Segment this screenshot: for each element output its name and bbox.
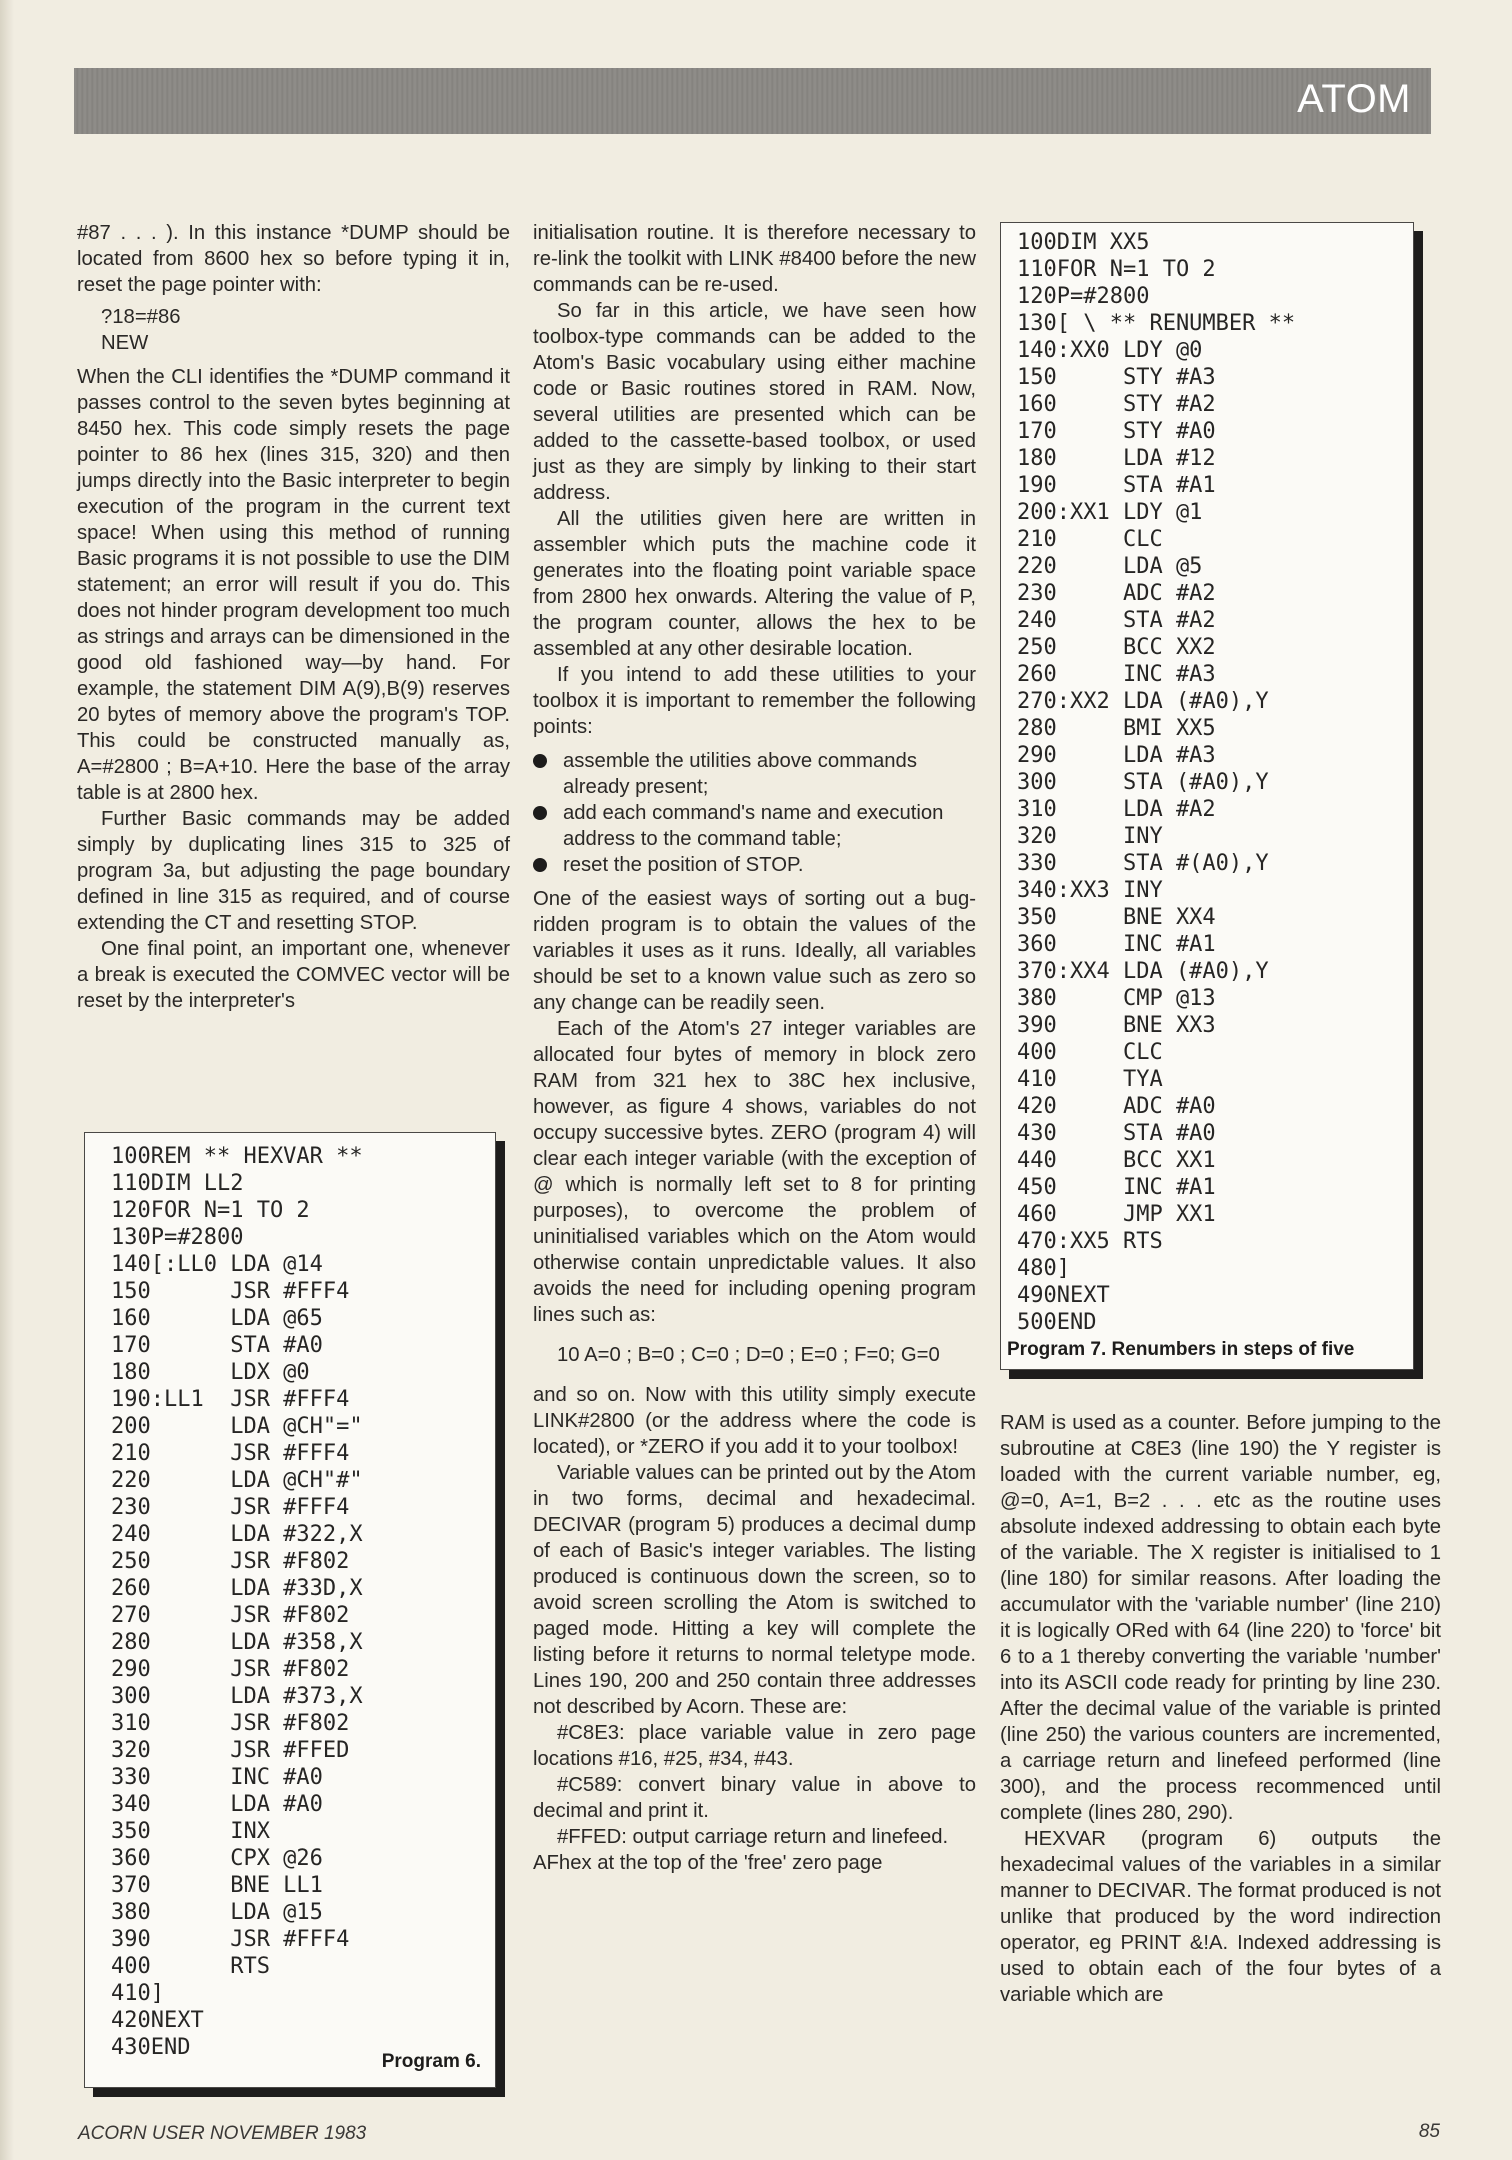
program-6-caption: Program 6. [381,2051,481,2072]
code-line: 240 LDA #322,X [111,1522,363,1547]
code-line: 450 INC #A1 [1017,1175,1216,1200]
code-line: 460 JMP XX1 [1017,1202,1216,1227]
col1-paragraph-4: One final point, an important one, whenever a break is executed the COMVEC vector will be reset by the interpreter's [77,938,510,1012]
code-line: 200 LDA @CH"=" [111,1414,363,1439]
code-line: 360 CPX @26 [111,1846,323,1871]
col1-paragraph-1: #87 . . . ). In this instance *DUMP should be located from 8600 hex so before typing it in, reset the page pointer with: [77,222,510,296]
code-line: 430 STA #A0 [1017,1121,1216,1146]
code-line: 160 STY #A2 [1017,392,1216,417]
code-line: 190:LL1 JSR #FFF4 [111,1387,350,1412]
code-line: 310 JSR #F802 [111,1711,350,1736]
code-line: 470:XX5 RTS [1017,1229,1163,1254]
code-line: 260 LDA #33D,X [111,1576,363,1601]
col1-paragraph-3: Further Basic commands may be added simply by duplicating lines 315 to 325 of program 3a, but adjusting the page boundary defined in line 315 as required, and of course extending the CT and resetting STOP. [77,808,510,934]
section-header-bar [74,68,1431,134]
code-line: 120FOR N=1 TO 2 [111,1198,310,1223]
code-line: 410] [111,1981,164,2006]
col2-example-code: 10 A=0 ; B=0 ; C=0 ; D=0 ; E=0 ; F=0; G=0 [557,1344,940,1366]
program-6-listing [84,1132,496,2088]
code-line: 320 INY [1017,824,1163,849]
code-line: 120P=#2800 [1017,284,1150,309]
code-line: 190 STA #A1 [1017,473,1216,498]
code-line: 380 CMP @13 [1017,986,1216,1011]
code-line: 110FOR N=1 TO 2 [1017,257,1216,282]
program-7-caption: Program 7. Renumbers in steps of five [1007,1339,1355,1360]
footer-page-number: 85 [1418,2121,1440,2142]
code-line: 390 BNE XX3 [1017,1013,1216,1038]
code-line: 490NEXT [1017,1283,1110,1308]
requirements-list [533,748,976,878]
code-line: 170 STA #A0 [111,1333,323,1358]
col2-paragraph-7: and so on. Now with this utility simply execute LINK#2800 (or the address where the code is located), or *ZERO if you add it to your toolbox! [533,1384,976,1458]
code-line: 370 BNE LL1 [111,1873,323,1898]
bullet-icon [533,754,547,768]
code-line: 230 ADC #A2 [1017,581,1216,606]
col2-paragraph-8: Variable values can be printed out by the Atom in two forms, decimal and hexadecimal. DECIVAR (program 5) produces a decimal dump of each of Basic's integer variables. The listing produced is continuous down the screen, so to avoid screen scrolling the Atom is switched to paged mode. Hitting a key will complete the listing before it returns to normal teletype mode. Lines 190, 200 and 250 contain three addresses not described by Acorn. These are: [533,1462,976,1718]
code-line: 380 LDA @15 [111,1900,323,1925]
col2-address-2: #C589: convert binary value in above to decimal and print it. [533,1774,976,1822]
code-line: 290 LDA #A3 [1017,743,1216,768]
code-line: 350 BNE XX4 [1017,905,1216,930]
code-line: 100REM ** HEXVAR ** [111,1144,363,1169]
code-line: 290 JSR #F802 [111,1657,350,1682]
code-line: 230 JSR #FFF4 [111,1495,350,1520]
bullet-icon [533,806,547,820]
code-line: 210 CLC [1017,527,1163,552]
code-line: 420NEXT [111,2008,204,2033]
code-line: 140[:LL0 LDA @14 [111,1252,323,1277]
col2-paragraph-2: So far in this article, we have seen how toolbox-type commands can be added to the Atom's Basic vocabulary using either machine code or Basic routines stored in RAM. Now, several utilities are presented which can be added to the cassette-based toolbox, or used just as they are simply by linking to their start address. [533,300,976,504]
code-line: 310 LDA #A2 [1017,797,1216,822]
code-line: 330 STA #(A0),Y [1017,851,1269,876]
col1-code-line-1: ?18=#86 [101,306,181,328]
code-line: 350 INX [111,1819,270,1844]
col3-paragraph-1: RAM is used as a counter. Before jumping to the subroutine at C8E3 (line 190) the Y register is loaded with the current variable number, eg, @=0, A=1, B=2 . . . etc as the routine uses absolute indexed addressing to obtain each byte of the variable. The X register is initialised to 1 (line 180) for similar reasons. After loading the accumulator with the 'variable number' (line 210) it is logically ORed with 64 (line 220) to 'force' bit 6 to a 1 thereby converting the variable 'number' into its ASCII code ready for printing by line 230. After the decimal value of the variable is printed (line 250) the various counters are incremented, a carriage return and linefeed performed (line 300), and the process recommenced until complete (lines 280, 290). [1000,1412,1441,1824]
col2-paragraph-9: AFhex at the top of the 'free' zero page [533,1852,883,1874]
code-line: 250 JSR #F802 [111,1549,350,1574]
col2-paragraph-4: If you intend to add these utilities to your toolbox it is important to remember the following points: [533,664,976,738]
code-line: 210 JSR #FFF4 [111,1441,350,1466]
column-3 [1000,1410,1441,2008]
code-line: 270:XX2 LDA (#A0),Y [1017,689,1269,714]
code-line: 240 STA #A2 [1017,608,1216,633]
code-line: 420 ADC #A0 [1017,1094,1216,1119]
code-line: 430END [111,2035,191,2060]
code-line: 270 JSR #F802 [111,1603,350,1628]
code-line: 360 INC #A1 [1017,932,1216,957]
code-line: 400 CLC [1017,1040,1163,1065]
col1-paragraph-2: When the CLI identifies the *DUMP command it passes control to the seven bytes beginning at 8450 hex. This code simply resets the page pointer to 86 hex (lines 315, 320) and then jumps directly into the Basic interpreter to begin execution of the program in the current text space! When using this method of running Basic programs it is not possible to use the DIM statement; an error will result if you do. This does not hinder program development too much as strings and arrays can be dimensioned in the good old fashioned way—by hand. For example, the statement DIM A(9),B(9) reserves 20 bytes of memory above the program's TOP. This could be constructed manually as, A=#2800 ; B=A+10. Here the base of the array table is at 2800 hex. [77,366,510,804]
code-line: 150 STY #A3 [1017,365,1216,390]
code-line: 320 JSR #FFED [111,1738,350,1763]
col2-paragraph-1: initialisation routine. It is therefore necessary to re-link the toolkit with LINK #8400 before the new commands can be re-used. [533,222,976,296]
code-line: 130P=#2800 [111,1225,244,1250]
code-line: 440 BCC XX1 [1017,1148,1216,1173]
code-line: 200:XX1 LDY @1 [1017,500,1203,525]
col1-code-line-2: NEW [101,332,149,354]
program-7-listing [1000,222,1414,1370]
code-line: 220 LDA @5 [1017,554,1203,579]
col2-paragraph-5: One of the easiest ways of sorting out a bug-ridden program is to obtain the values of the variables it uses as it runs. Ideally, all variables should be set to a known value such as zero so any change can be readily seen. [533,888,976,1014]
code-line: 480] [1017,1256,1070,1281]
code-line: 130[ \ ** RENUMBER ** [1017,311,1296,336]
section-title: ATOM [1297,77,1411,121]
list-item: reset the position of STOP. [533,852,976,878]
footer-magazine: ACORN USER NOVEMBER 1983 [78,2123,367,2144]
col3-paragraph-2: HEXVAR (program 6) outputs the hexadecimal values of the variables in a similar manner to DECIVAR. The format produced is not unlike that produced by the word indirection operator, eg PRINT &!A. Indexed addressing is used to obtain each of the four bytes of a variable which are [1000,1828,1441,2006]
code-line: 160 LDA @65 [111,1306,323,1331]
code-line: 250 BCC XX2 [1017,635,1216,660]
code-line: 170 STY #A0 [1017,419,1216,444]
col2-paragraph-6: Each of the Atom's 27 integer variables are allocated four bytes of memory in block zero RAM from 321 hex to 38C hex inclusive, however, as figure 4 shows, variables do not occupy successive bytes. ZERO (program 4) will clear each integer variable (with the exception of @ which is normally left set to 8 for printing purposes), to overcome the problem of uninitialised variables which on the Atom would otherwise contain unpredictable values. It also avoids the need for including opening program lines such as: [533,1018,976,1326]
program-7-code [1001,229,1413,1336]
col2-address-1: #C8E3: place variable value in zero page locations #16, #25, #34, #43. [533,1722,976,1770]
code-line: 180 LDA #12 [1017,446,1216,471]
code-line: 100DIM XX5 [1017,230,1150,255]
col2-address-3: #FFED: output carriage return and linefeed. [557,1826,949,1848]
list-item: assemble the utilities above commands already present; [533,748,976,800]
program-6-code [85,1143,495,2061]
column-2 [533,220,976,1876]
bullet-icon [533,858,547,872]
code-line: 150 JSR #FFF4 [111,1279,350,1304]
code-line: 260 INC #A3 [1017,662,1216,687]
code-line: 280 LDA #358,X [111,1630,363,1655]
code-line: 400 RTS [111,1954,270,1979]
code-line: 220 LDA @CH"#" [111,1468,363,1493]
list-item: add each command's name and execution address to the command table; [533,800,976,852]
column-1 [77,220,510,1014]
code-line: 410 TYA [1017,1067,1163,1092]
code-line: 370:XX4 LDA (#A0),Y [1017,959,1269,984]
code-line: 300 STA (#A0),Y [1017,770,1269,795]
code-line: 330 INC #A0 [111,1765,323,1790]
code-line: 340 LDA #A0 [111,1792,323,1817]
code-line: 280 BMI XX5 [1017,716,1216,741]
code-line: 390 JSR #FFF4 [111,1927,350,1952]
code-line: 110DIM LL2 [111,1171,244,1196]
code-line: 140:XX0 LDY @0 [1017,338,1203,363]
page-binding-shadow [0,0,14,2160]
code-line: 180 LDX @0 [111,1360,310,1385]
col2-paragraph-3: All the utilities given here are written in assembler which puts the machine code it generates into the floating point variable space from 2800 hex onwards. Altering the value of P, the program counter, allows the hex to be assembled at any other desirable location. [533,508,976,660]
code-line: 300 LDA #373,X [111,1684,363,1709]
code-line: 340:XX3 INY [1017,878,1163,903]
code-line: 500END [1017,1310,1097,1335]
